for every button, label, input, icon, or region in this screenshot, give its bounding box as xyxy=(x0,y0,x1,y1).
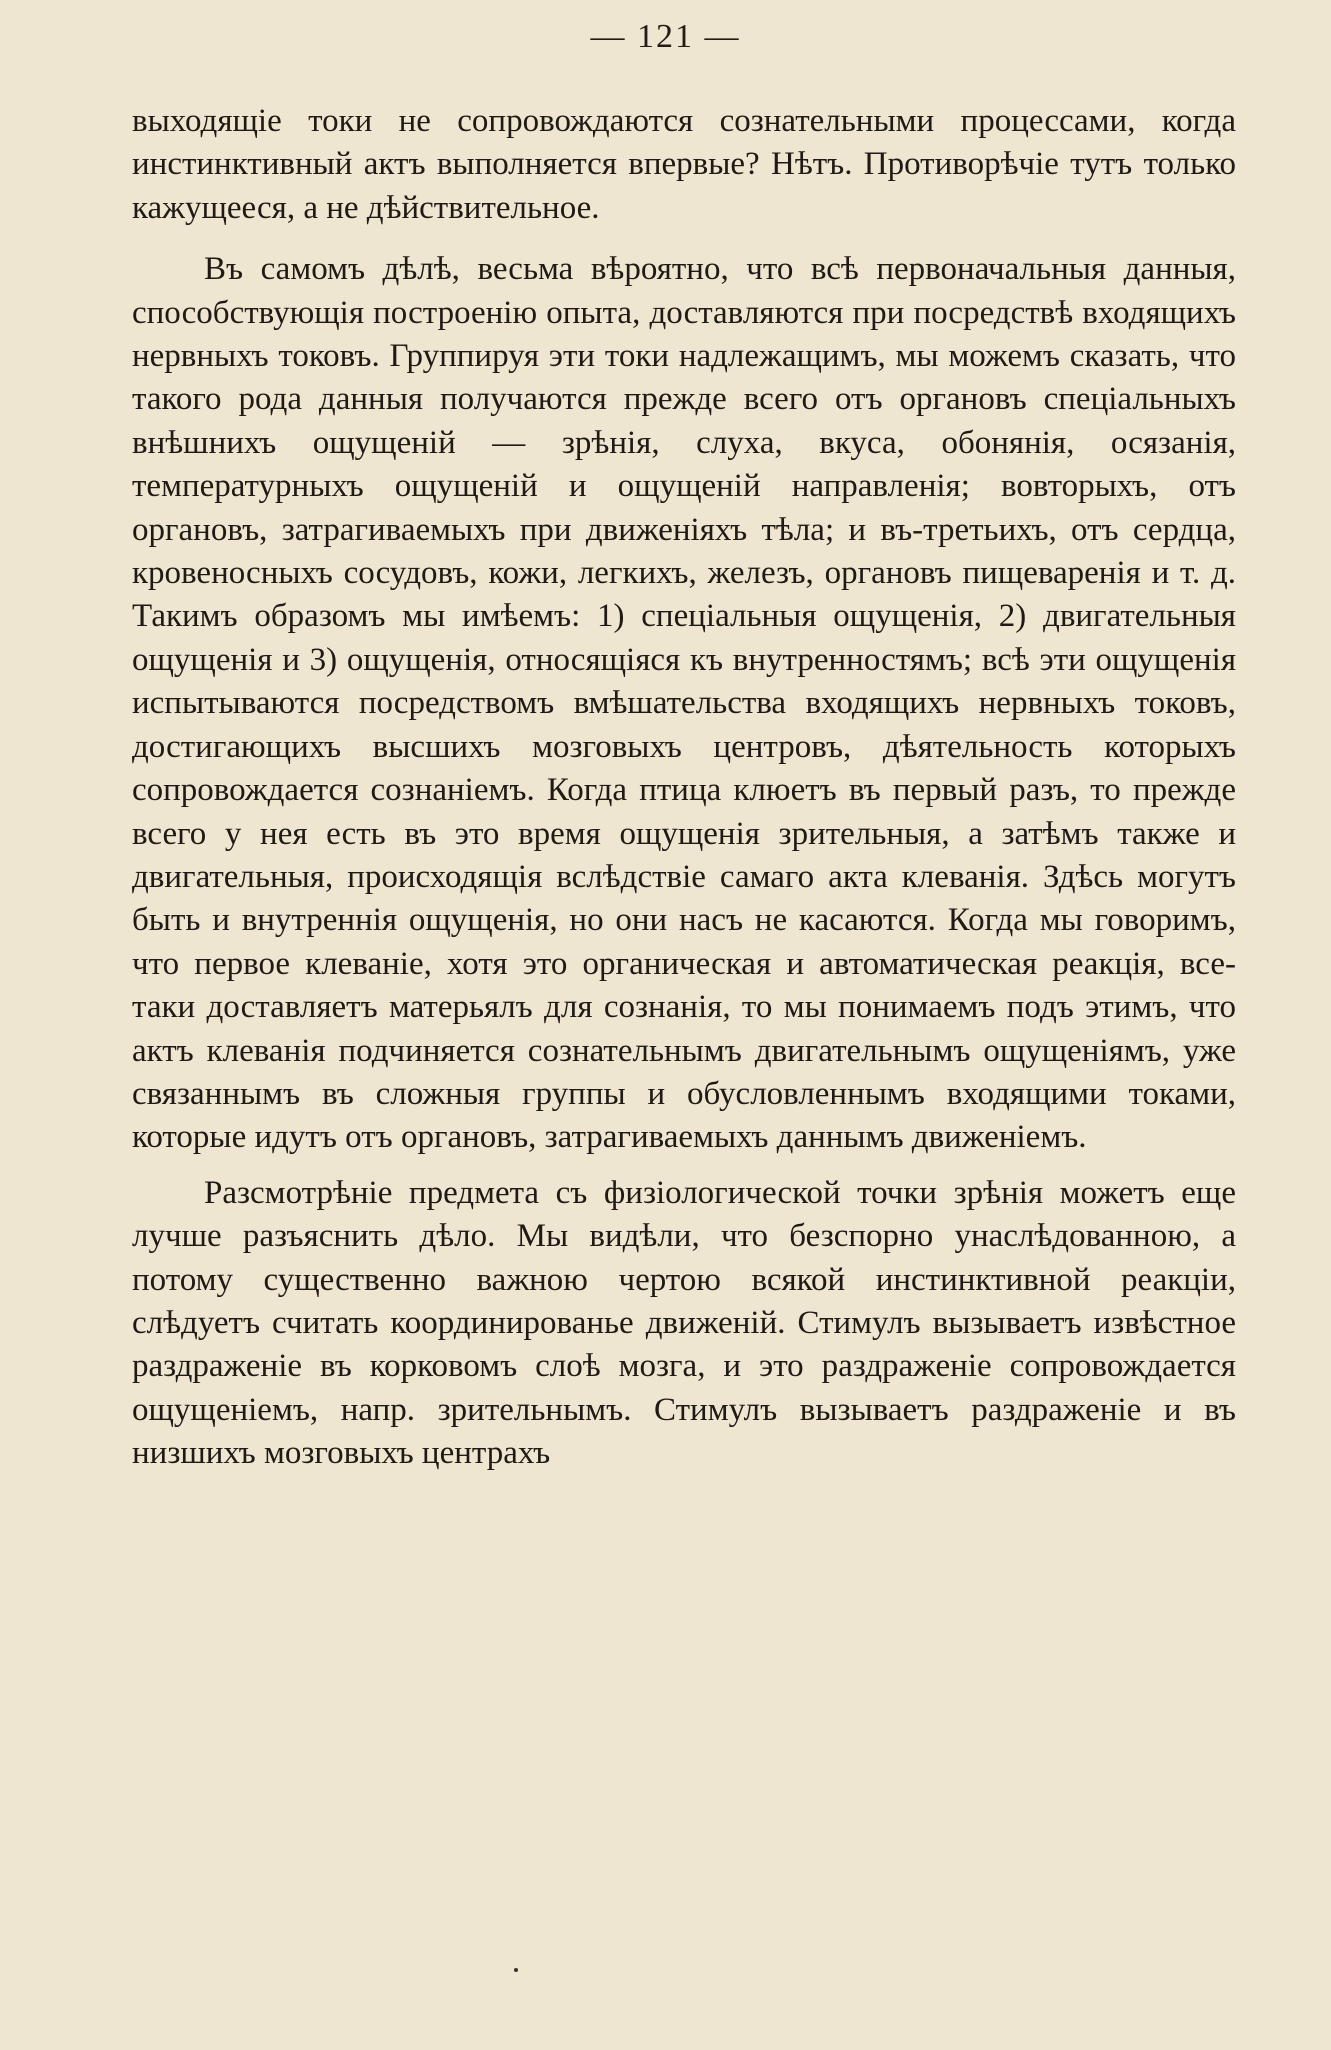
paragraph-gap xyxy=(132,1160,1236,1172)
print-speck xyxy=(514,1968,518,1972)
paragraph-1: выходящіе токи не сопровождаются сознательными процессами, когда инстинктивный актъ выполняется впервые? Нѣтъ. Противорѣчіе тутъ только кажущееся, а не дѣйствительное. xyxy=(132,103,1236,226)
paragraph-2: Въ самомъ дѣлѣ, весьма вѣроятно, что всѣ первоначальныя данныя, способствующія построенію опыта, доставляются при посредствѣ входящихъ нервныхъ токовъ. Группируя эти токи надлежащимъ, мы можемъ сказать, что такого рода данныя получаются прежде всего отъ органовъ спеціальныхъ внѣшнихъ ощущеній — зрѣнія, слуха, вкуса, обонянія, осязанія, температурныхъ ощущеній и ощущеній направленія; вовторыхъ, отъ органовъ, затрагиваемыхъ при движеніяхъ тѣла; и въ-третьихъ, отъ сердца, кровеносныхъ сосудовъ, кожи, легкихъ, железъ, органовъ пищеваренія и т. д. Такимъ образомъ мы имѣемъ: 1) спеціальныя ощущенія, 2) двигательныя ощущенія и 3) ощущенія, относящіяся къ внутренностямъ; всѣ эти ощущенія испытываются посредствомъ вмѣшательства входящихъ нервныхъ токовъ, достигающихъ высшихъ мозговыхъ центровъ, дѣятельность которыхъ сопровождается сознаніемъ. Когда птица клюетъ въ первый разъ, то прежде всего у нея есть въ это время ощущенія зрительныя, а затѣмъ также и двигательныя, происходящія вслѣдствіе самаго акта клеванія. Здѣсь могутъ быть и внутреннія ощущенія, но они насъ не касаются. Когда мы говоримъ, что первое клеваніе, хотя это органическая и автоматическая реакція, все-таки доставляетъ матерьялъ для сознанія, то мы понимаемъ подъ этимъ, что актъ клеванія подчиняется сознательнымъ двигательнымъ ощущеніямъ, уже связаннымъ въ сложныя группы и обусловленнымъ входящими токами, которые идутъ отъ органовъ, затрагиваемыхъ даннымъ движеніемъ. xyxy=(132,251,1236,1156)
body-text xyxy=(132,100,1236,1476)
page-number: — 121 — xyxy=(590,18,741,55)
paragraph-3: Разсмотрѣніе предмета съ физіологической точки зрѣнія можетъ еще лучше разъяснить дѣло. Мы видѣли, что безспорно унаслѣдованною, а потому существенно важною чертою всякой инстинктивной реакціи, слѣдуетъ считать координированье движеній. Стимулъ вызываетъ извѣстное раздраженіе въ корковомъ слоѣ мозга, и это раздраженіе сопровождается ощущеніемъ, напр. зрительнымъ. Стимулъ вызываетъ раздраженіе и въ низшихъ мозговыхъ центрахъ xyxy=(132,1174,1236,1472)
paragraph-gap xyxy=(132,230,1236,248)
